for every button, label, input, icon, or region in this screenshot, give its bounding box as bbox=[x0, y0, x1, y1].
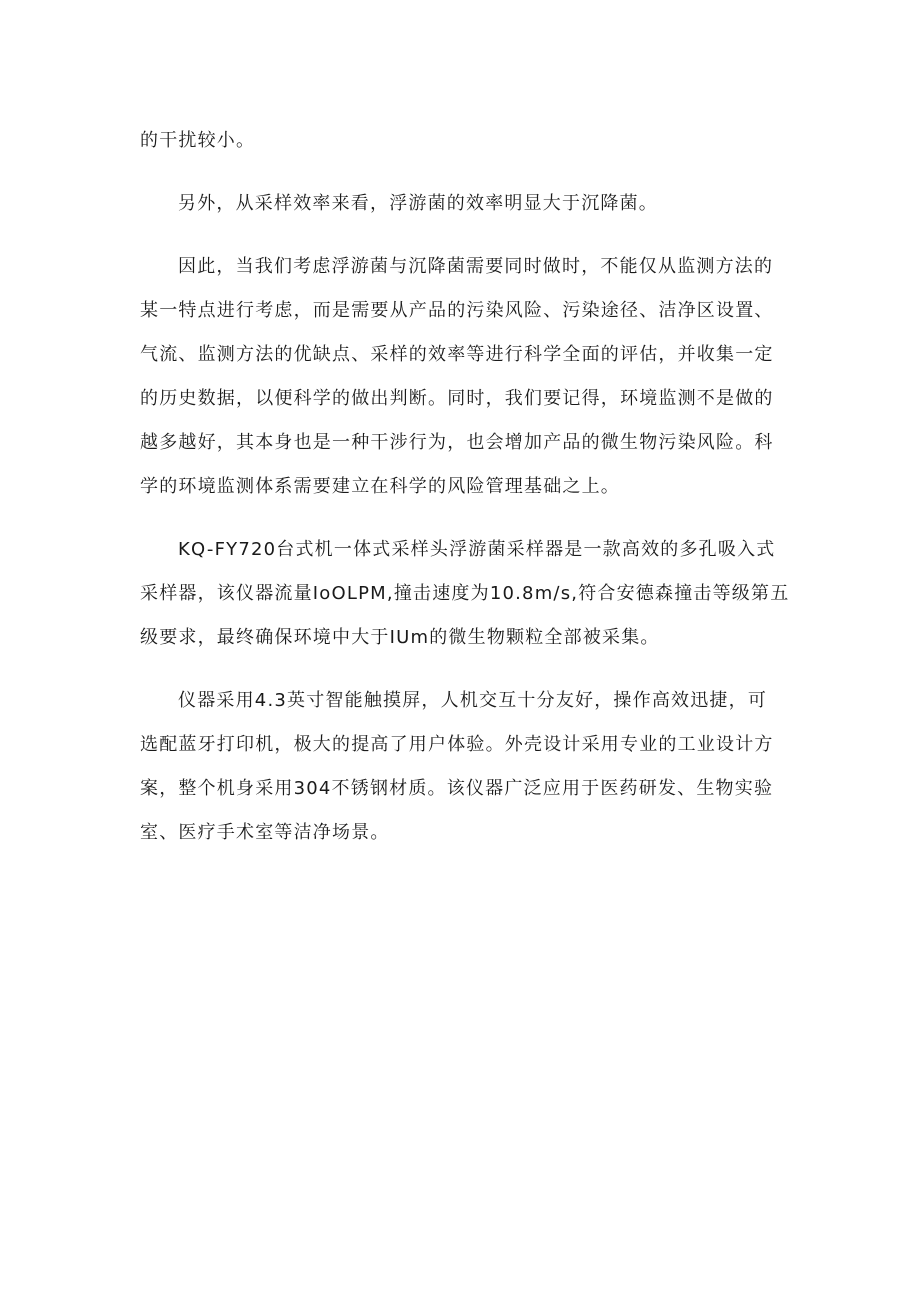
paragraph-3-line-4: 的历史数据，以便科学的做出判断。同时，我们要记得，环境监测不是做的 bbox=[140, 388, 774, 409]
paragraph-3-line-6: 学的环境监测体系需要建立在科学的风险管理基础之上。 bbox=[140, 476, 620, 497]
paragraph-4-line-2: 采样器，该仪器流量IoOLPM,撞击速度为10.8m∕s,符合安德森撞击等级第五 bbox=[140, 583, 790, 604]
paragraph-5-line-2: 选配蓝牙打印机，极大的提高了用户体验。外壳设计采用专业的工业设计方 bbox=[140, 734, 774, 755]
paragraph-5-line-3: 案，整个机身采用304不锈钢材质。该仪器广泛应用于医药研发、生物实验 bbox=[140, 778, 774, 799]
paragraph-1-line-1: 的干扰较小。 bbox=[140, 130, 256, 151]
paragraph-4-line-3: 级要求，最终确保环境中大于IUm的微生物颗粒全部被采集。 bbox=[140, 627, 660, 648]
paragraph-3-line-1: 因此，当我们考虑浮游菌与沉降菌需要同时做时，不能仅从监测方法的 bbox=[178, 256, 774, 277]
paragraph-2-line-1: 另外，从采样效率来看，浮游菌的效率明显大于沉降菌。 bbox=[178, 193, 658, 214]
paragraph-4-line-1: KQ-FY720台式机一体式采样头浮游菌采样器是一款高效的多孔吸入式 bbox=[178, 539, 776, 560]
paragraph-3-line-5: 越多越好，其本身也是一种干涉行为，也会增加产品的微生物污染风险。科 bbox=[140, 432, 774, 453]
paragraph-3-line-2: 某一特点进行考虑，而是需要从产品的污染风险、污染途径、洁净区设置、 bbox=[140, 300, 774, 321]
paragraph-5-line-4: 室、医疗手术室等洁净场景。 bbox=[140, 822, 390, 843]
paragraph-3-line-3: 气流、监测方法的优缺点、采样的效率等进行科学全面的评估，并收集一定 bbox=[140, 344, 774, 365]
paragraph-5-line-1: 仪器采用4.3英寸智能触摸屏，人机交互十分友好，操作高效迅捷，可 bbox=[178, 690, 768, 711]
